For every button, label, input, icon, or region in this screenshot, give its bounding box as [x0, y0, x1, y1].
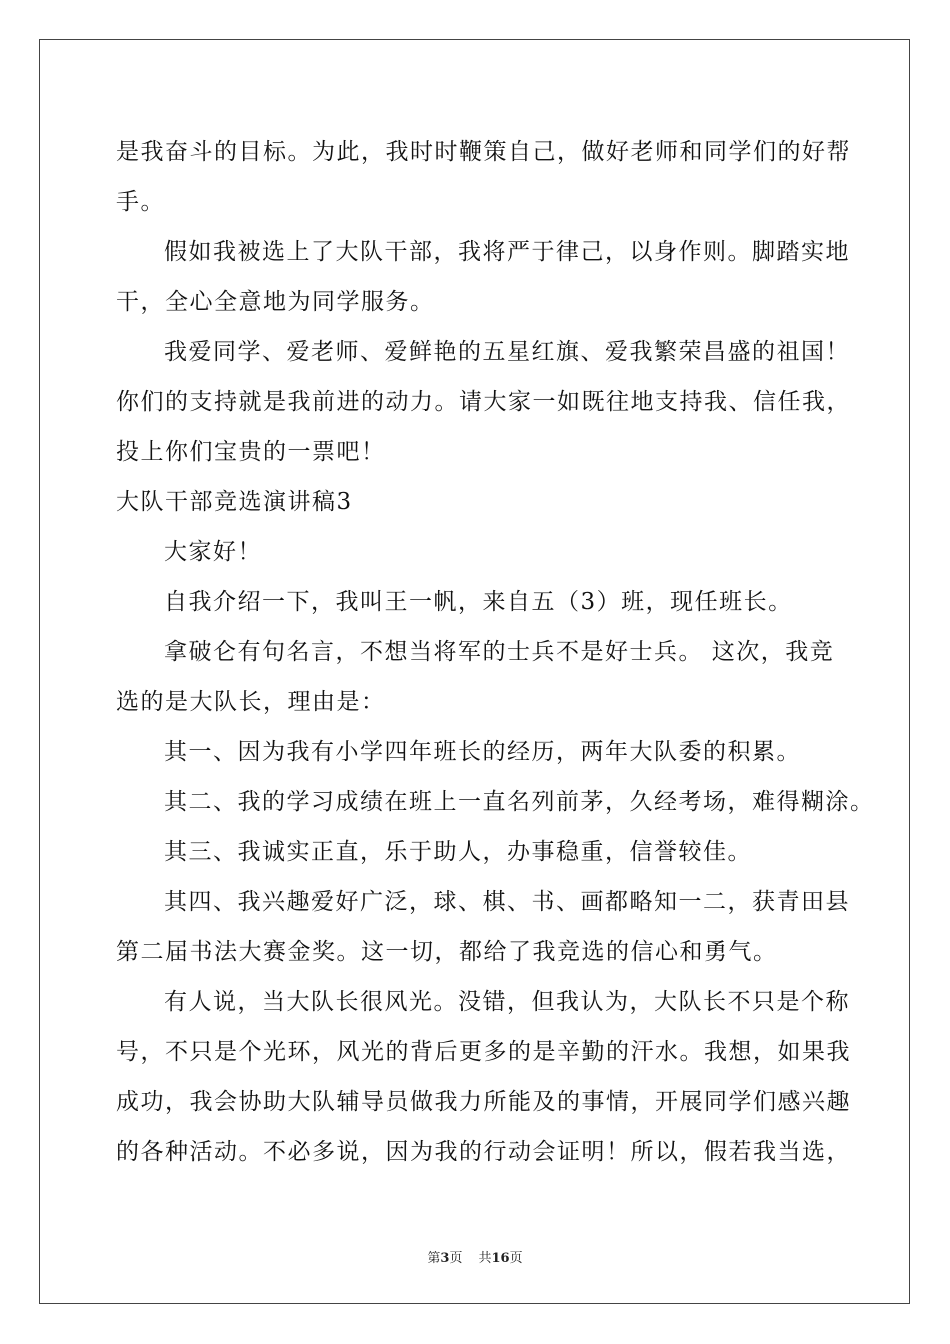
- total-pages: 16: [491, 1251, 510, 1266]
- document-body: [116, 127, 875, 1177]
- text-line: 成功，我会协助大队辅导员做我力所能及的事情，开展同学们感兴趣: [116, 1089, 851, 1115]
- paragraph-start: 其二、我的学习成绩在班上一直名列前茅，久经考场，难得糊涂。: [164, 789, 875, 815]
- paragraph-start: 自我介绍一下，我叫王一帆，来自五（3）班，现任班长。: [164, 589, 793, 615]
- paragraph-start: 拿破仑有句名言，不想当将军的士兵不是好士兵。 这次，我竞: [164, 639, 835, 665]
- section-heading: 大队干部竞选演讲稿3: [116, 489, 353, 515]
- text-line: 的各种活动。不必多说，因为我的行动会证明！所以，假若我当选，: [116, 1139, 851, 1165]
- paragraph-start: 假如我被选上了大队干部，我将严于律己，以身作则。脚踏实地: [164, 239, 850, 265]
- text-line: 选的是大队长，理由是：: [116, 689, 386, 715]
- page-number: 3: [440, 1251, 450, 1266]
- text-line: 干，全心全意地为同学服务。: [116, 289, 435, 315]
- paragraph-start: 我爱同学、爱老师、爱鲜艳的五星红旗、爱我繁荣昌盛的祖国！: [164, 339, 850, 365]
- text-line: 你们的支持就是我前进的动力。请大家一如既往地支持我、信任我，: [116, 389, 851, 415]
- paragraph-start: 有人说，当大队长很风光。没错，但我认为，大队长不只是个称: [164, 989, 850, 1015]
- paragraph-start: 其四、我兴趣爱好广泛，球、棋、书、画都略知一二，获青田县: [164, 889, 850, 915]
- page-suffix: 页: [449, 1251, 463, 1266]
- total-prefix: 共: [478, 1251, 492, 1266]
- paragraph-start: 其一、因为我有小学四年班长的经历，两年大队委的积累。: [164, 739, 801, 765]
- text-line: 第二届书法大赛金奖。这一切，都给了我竞选的信心和勇气。: [116, 939, 778, 965]
- paragraph-start: 其三、我诚实正直，乐于助人，办事稳重，信誉较佳。: [164, 839, 752, 865]
- page-footer: [0, 1247, 950, 1266]
- text-line: 号，不只是个光环，风光的背后更多的是辛勤的汗水。我想，如果我: [116, 1039, 851, 1065]
- paragraph-start: 大家好！: [164, 539, 262, 565]
- text-line: 投上你们宝贵的一票吧！: [116, 439, 386, 465]
- text-line: 是我奋斗的目标。为此，我时时鞭策自己，做好老师和同学们的好帮: [116, 139, 851, 165]
- total-suffix: 页: [509, 1251, 523, 1266]
- text-line: 手。: [116, 189, 165, 215]
- page-prefix: 第: [427, 1251, 441, 1266]
